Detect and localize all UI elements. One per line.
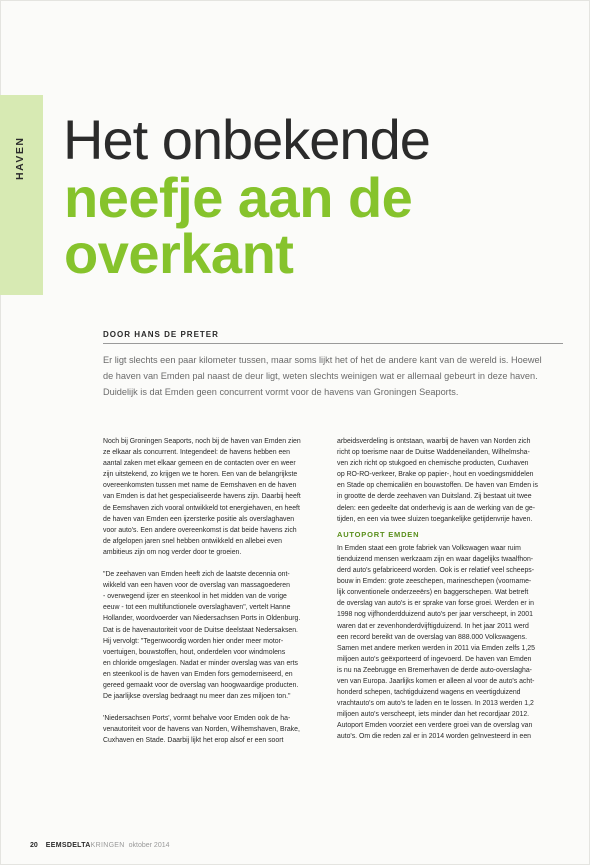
headline-line-3: overkant — [64, 222, 294, 285]
issue-date: oktober 2014 — [128, 842, 170, 849]
byline: DOOR HANS DE PRETER — [103, 330, 219, 339]
headline-line-1: Het onbekende — [63, 108, 430, 171]
body-line: venautoriteit voor de havens van Norden, Wilhemshaven, Brake, — [103, 726, 300, 734]
body-line: voertuigen, bouwstoffen, hout, onderdelen voor windmolens — [103, 648, 286, 656]
body-line: de afgelopen jaren snel hebben ontwikkeld en allebei even — [103, 537, 282, 545]
body-line: waren dat er zevenhonderdvijftigduizend. In het jaar 2011 werd — [337, 622, 529, 630]
body-line: zijn uitstekend, zo krijgen we te horen. Een van de belangrijkste — [103, 471, 298, 479]
body-line: miljoen auto's verscheept, iets minder dan het recordjaar 2012. — [337, 711, 530, 719]
body-line: ven zich richt op stukgoed en chemische producten, Cuxhaven — [337, 460, 529, 468]
right-column — [337, 436, 569, 743]
body-line: op RO-RO-verkeer, Brake op papier-, hout en voedingsmiddelen — [337, 471, 534, 479]
magazine-name-suffix: KRINGEN — [90, 842, 125, 849]
body-line: en chloride omgeslagen. Nadat er minder overslag was van erts — [103, 659, 298, 667]
body-line: 1998 nog vijfhonderdduizend auto's per jaar verscheept, in 2001 — [337, 611, 533, 619]
byline-rule — [103, 343, 563, 344]
body-line: voor auto's. Een andere overeenkomst is dat beide havens zich — [103, 526, 297, 534]
body-line: Hollander, woordvoerder van Niedersachsen Ports in Oldenburg. — [103, 615, 301, 623]
section-subhead: AUTOPORT EMDEN — [337, 529, 420, 539]
section-tab-label: HAVEN — [14, 136, 26, 180]
body-line: derd auto's gefabriceerd worden. Ook is er relatief veel scheeps- — [337, 567, 535, 575]
body-line: bouw in Emden: grote zeeschepen, marineschepen (voorname- — [337, 578, 532, 586]
body-line: honderd schepen, tachtigduizend wagens en veertigduizend — [337, 689, 521, 697]
body-line: richt op toerisme naar de Duitse Waddeneilanden, Wilhelmsha- — [337, 449, 530, 457]
body-line: arbeidsverdeling is ontstaan, waarbij de haven van Norden zich — [337, 438, 531, 445]
body-line: overeenkomsten tussen met name de Eemshaven en de haven — [103, 482, 297, 490]
body-line: in grootte de derde zeehaven van Duitsland. Zij bestaat uit twee — [337, 493, 532, 501]
paragraph-gap — [103, 702, 335, 713]
body-line: Samen met andere merken werden in 2011 via Emden zelfs 1,25 — [337, 644, 535, 652]
section-tab — [0, 95, 43, 295]
body-line: - overwegend ijzer en steenkool in het midden van de vorige — [103, 593, 287, 601]
body-line: Hij vervolgt: "Tegenwoordig worden hier onder meer motor- — [103, 637, 284, 645]
body-line: auto's. Om die reden zal er in 2014 worden geïnvesteerd in een — [337, 733, 531, 741]
body-line: de Eemshaven zich vooral ontwikkeld tot energiehaven, en heeft — [103, 504, 300, 512]
body-line: en steenkool is de haven van Emden fors gemoderniseerd, en — [103, 670, 293, 678]
body-line: van Emden is dat het gespecialiseerde havens zijn. Daarbij heeft — [103, 493, 301, 501]
intro-line: Er ligt slechts een paar kilometer tussen, maar soms lijkt het of het de andere kant van de wereld is. Hoewel — [103, 355, 542, 365]
body-line: tienduizend mensen werkzaam zijn en waar dagelijks twaalfhon- — [337, 555, 534, 563]
body-line: In Emden staat een grote fabriek van Volkswagen waar ruim — [337, 544, 521, 552]
body-line: lijk conventionele onderzeeërs) en baggerschepen. Wat betreft — [337, 589, 529, 597]
body-line: Autoport Emden voorziet een verdere groei van de overslag van — [337, 722, 533, 730]
body-line: de overslag van auto's is er sprake van forse groei. Werden er in — [337, 600, 534, 608]
body-line: miljoen auto's geëxporteerd of ingevoerd. De haven van Emden — [337, 655, 532, 663]
body-line: De jaarlijkse overslag bedraagt nu meer dan zes miljoen ton." — [103, 693, 291, 701]
body-line: ambitieus zijn om nog verder door te groeien. — [103, 548, 242, 556]
body-line: "De zeehaven van Emden heeft zich de laatste decennia ont- — [103, 571, 290, 579]
body-line: aantal zaken met elkaar gemeen en de contacten over en weer — [103, 460, 296, 468]
body-line: delen: een gedeelte dat onderhevig is aan de werking van de ge- — [337, 504, 536, 512]
intro-paragraph — [103, 352, 565, 400]
headline-line-2: neefje aan de — [64, 166, 413, 229]
body-line: wikkeld van een haven voor de overslag van massagoederen — [103, 582, 290, 590]
body-line: gereed gemaakt voor de overslag van hoogwaardige producten. — [103, 681, 299, 689]
body-line: Dat is de havenautoriteit voor de Duitse deelstaat Nedersaksen. — [103, 626, 298, 634]
body-line: eeuw - tot een multifunctionele overslaghaven", vertelt Hanne — [103, 604, 291, 612]
intro-line: de haven van Emden pal naast de deur ligt, weten slechts weinigen wat er allemaal gebeurt in deze haven. — [103, 371, 538, 381]
page-number: 20 — [30, 842, 38, 849]
body-line: tijden, en een via twee sluizen toegankelijke getijdenvrije haven. — [337, 515, 533, 523]
body-line: 'Niedersachsen Ports', vormt behalve voor Emden ook de ha- — [103, 715, 291, 723]
body-line: een record bereikt van de overslag van 888.000 Volkswagens. — [337, 633, 527, 641]
paragraph-gap — [103, 558, 335, 569]
body-line: en Stade op chemicaliën en bouwstoffen. De haven van Emden is — [337, 482, 538, 490]
page-footer — [30, 842, 170, 849]
body-line: is nu na Zeebrugge en Bremerhaven de derde auto-overslagha- — [337, 666, 532, 674]
left-column — [103, 436, 335, 746]
magazine-name: EEMSDELTA — [45, 842, 91, 849]
body-line: ze elkaar als concurrent. Integendeel: de havens hebben een — [103, 449, 290, 457]
body-line: de haven van Emden een ijzersterke positie als overslaghaven — [103, 515, 295, 523]
body-line: vrachtauto's om auto's te laden en te lossen. In 2013 werden 1,2 — [337, 700, 534, 708]
intro-line: Duidelijk is dat Emden geen concurrent vormt voor de havens van Groningen Seaports. — [103, 387, 459, 397]
body-line: Noch bij Groningen Seaports, noch bij de haven van Emden zien — [103, 438, 301, 445]
body-line: ven van Europa. Jaarlijks komen er alleen al voor de auto's acht- — [337, 677, 535, 685]
body-line: Cuxhaven en Stade. Daarbij lijkt het erop alsof er een soort — [103, 737, 284, 745]
